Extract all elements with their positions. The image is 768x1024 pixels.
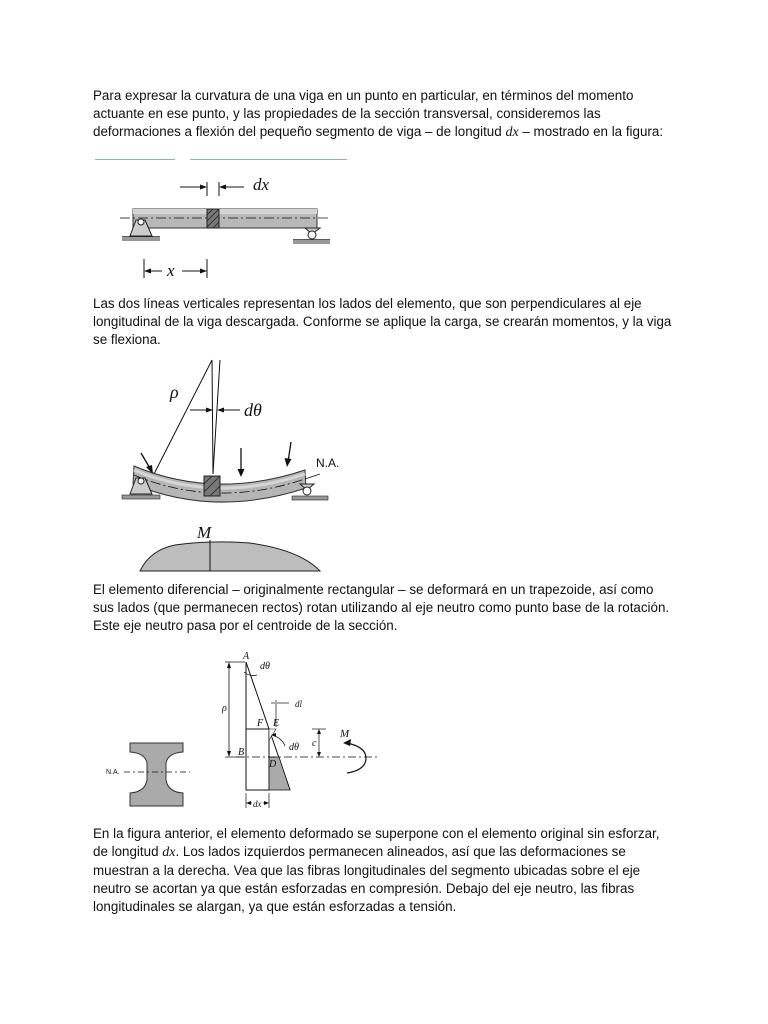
na-section-label: N.A. <box>106 769 120 776</box>
x-label: x <box>167 261 175 280</box>
i-beam-section <box>130 743 183 806</box>
paragraph-4-text-b: . Los lados izquierdos permanecen alineados, así que las deformaciones se muestran a la derecha. Vea que las fibras longitudinales del segmento ubicadas sobre el eje neutro se acortan ya que están esforzadas en compresión. Debajo del eje neutro, las fibras longitudinales se alargan, ya que están esforzadas a tensión. <box>93 844 641 914</box>
paragraph-1-text-a: Para expresar la curvatura de una viga en un punto en particular, en términos del momento actuante en ese punto, y las propiedades de la sección transversal, consideremos las deformaciones a flexión del pequeño segmento de viga – de longitud <box>93 88 634 139</box>
paragraph-4-var: dx <box>162 845 176 860</box>
rho-dim-label: ρ <box>222 703 227 714</box>
a-label: A <box>243 651 250 662</box>
dx-dim-label: dx <box>253 799 262 809</box>
e-label: E <box>273 718 280 729</box>
paragraph-2: Las dos líneas verticales representan los lados del elemento, que son perpendiculares al eje longitudinal de la viga descargada. Conforme se aplique la carga, se crearán momentos, y la viga se flexiona. <box>93 296 672 347</box>
dx-label: dx <box>253 175 270 194</box>
paragraph-1-var: dx <box>505 125 519 140</box>
dtheta-top-label: dθ <box>260 661 270 672</box>
moment-arrow-label: M <box>340 728 350 740</box>
d-label: D <box>269 759 277 770</box>
paragraph-3: El elemento diferencial – originalmente rectangular – se deformará en un trapezoide, así como sus lados (que permanecen rectos) rotan utilizando al eje neutro como punto base de la rotación. Este eje neutro pasa por el centroide de la sección. <box>93 582 670 633</box>
paragraph-4 <box>93 825 678 916</box>
paragraph-1-text-b: – mostrado en la figura: <box>518 124 664 139</box>
paragraph-4-text-a: En la figura anterior, el elemento deformado se superpone con el elemento original sin esforzar, de longitud <box>93 826 660 859</box>
dtheta-mid-label: dθ <box>289 742 299 753</box>
f-label: F <box>257 718 264 729</box>
rho-label: ρ <box>170 382 179 402</box>
dtheta-label: dθ <box>244 400 262 420</box>
dl-label: dl <box>295 699 303 709</box>
c-label: c <box>312 738 317 749</box>
b-label: B <box>238 747 245 758</box>
moment-label: M <box>197 523 212 542</box>
na-label: N.A. <box>316 456 340 470</box>
